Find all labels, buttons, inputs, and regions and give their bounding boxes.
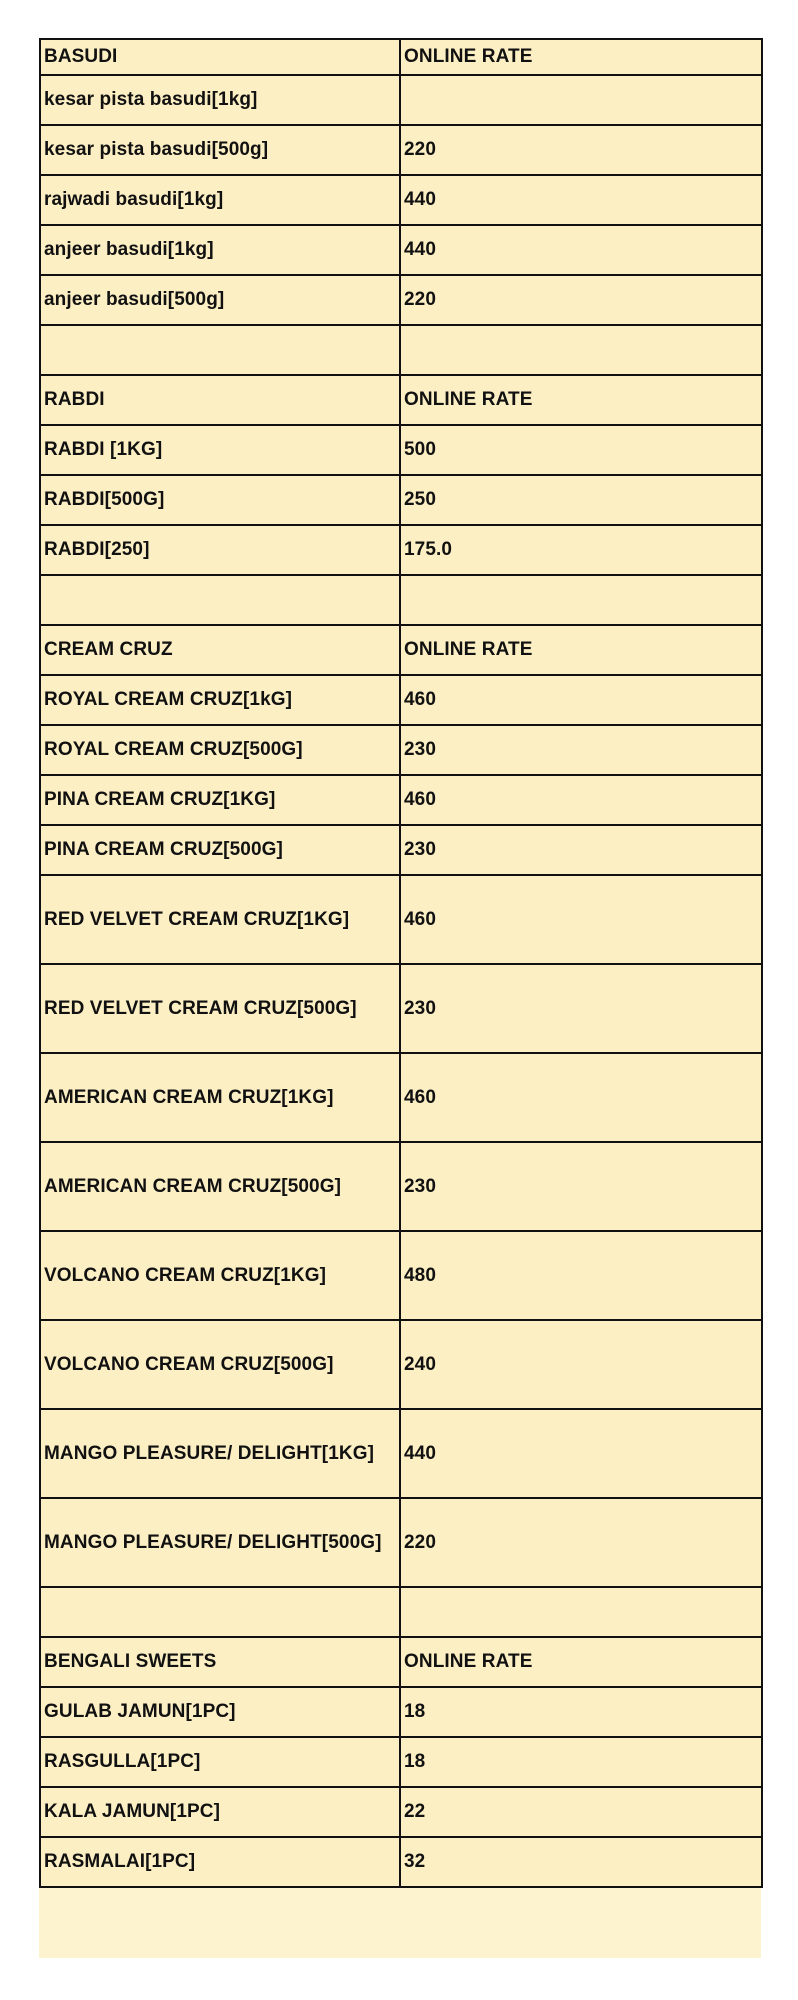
item-rate: 440 xyxy=(400,1409,762,1498)
item-name: PINA CREAM CRUZ[1KG] xyxy=(40,775,400,825)
item-name: KALA JAMUN[1PC] xyxy=(40,1787,400,1837)
empty-cell xyxy=(40,1587,400,1637)
table-row xyxy=(40,425,762,475)
rate-table xyxy=(39,38,763,1888)
item-rate: 220 xyxy=(400,275,762,325)
item-name: MANGO PLEASURE/ DELIGHT[1KG] xyxy=(40,1409,400,1498)
section-title: CREAM CRUZ xyxy=(40,625,400,675)
item-rate: 18 xyxy=(400,1737,762,1787)
item-name: anjeer basudi[500g] xyxy=(40,275,400,325)
item-name: RED VELVET CREAM CRUZ[1KG] xyxy=(40,875,400,964)
item-name: AMERICAN CREAM CRUZ[1KG] xyxy=(40,1053,400,1142)
item-rate: 32 xyxy=(400,1837,762,1887)
item-rate: 220 xyxy=(400,125,762,175)
table-row xyxy=(40,875,762,964)
table-row xyxy=(40,775,762,825)
item-name: ROYAL CREAM CRUZ[500G] xyxy=(40,725,400,775)
item-rate: 230 xyxy=(400,1142,762,1231)
item-name: GULAB JAMUN[1PC] xyxy=(40,1687,400,1737)
item-rate: 460 xyxy=(400,775,762,825)
item-rate: 460 xyxy=(400,875,762,964)
empty-cell xyxy=(400,575,762,625)
item-name: RABDI[250] xyxy=(40,525,400,575)
section-title: BENGALI SWEETS xyxy=(40,1637,400,1687)
item-name: kesar pista basudi[500g] xyxy=(40,125,400,175)
table-row xyxy=(40,1409,762,1498)
item-name: RABDI [1KG] xyxy=(40,425,400,475)
item-name: PINA CREAM CRUZ[500G] xyxy=(40,825,400,875)
item-rate: 440 xyxy=(400,175,762,225)
section-header-row xyxy=(40,1637,762,1687)
item-name: RASMALAI[1PC] xyxy=(40,1837,400,1887)
table-row xyxy=(40,175,762,225)
item-name: kesar pista basudi[1kg] xyxy=(40,75,400,125)
empty-cell xyxy=(400,1587,762,1637)
spacer-row xyxy=(40,575,762,625)
item-rate: 18 xyxy=(400,1687,762,1737)
item-rate: 480 xyxy=(400,1231,762,1320)
item-name: anjeer basudi[1kg] xyxy=(40,225,400,275)
section-header-row xyxy=(40,625,762,675)
item-rate: 240 xyxy=(400,1320,762,1409)
item-name: ROYAL CREAM CRUZ[1kG] xyxy=(40,675,400,725)
rate-column-header: ONLINE RATE xyxy=(400,1637,762,1687)
rate-column-header: ONLINE RATE xyxy=(400,39,762,75)
table-row xyxy=(40,1053,762,1142)
item-name: RASGULLA[1PC] xyxy=(40,1737,400,1787)
table-row xyxy=(40,1787,762,1837)
item-name: AMERICAN CREAM CRUZ[500G] xyxy=(40,1142,400,1231)
item-rate: 230 xyxy=(400,964,762,1053)
table-row xyxy=(40,1687,762,1737)
section-title: RABDI xyxy=(40,375,400,425)
item-name: RED VELVET CREAM CRUZ[500G] xyxy=(40,964,400,1053)
item-rate: 22 xyxy=(400,1787,762,1837)
item-rate: 230 xyxy=(400,725,762,775)
item-name: MANGO PLEASURE/ DELIGHT[500G] xyxy=(40,1498,400,1587)
table-row xyxy=(40,1142,762,1231)
table-row xyxy=(40,675,762,725)
item-rate: 500 xyxy=(400,425,762,475)
table-row xyxy=(40,275,762,325)
rate-column-header: ONLINE RATE xyxy=(400,375,762,425)
table-row xyxy=(40,225,762,275)
section-header-row xyxy=(40,39,762,75)
table-row xyxy=(40,475,762,525)
table-row xyxy=(40,825,762,875)
item-name: VOLCANO CREAM CRUZ[1KG] xyxy=(40,1231,400,1320)
table-row xyxy=(40,1737,762,1787)
empty-cell xyxy=(400,325,762,375)
table-row xyxy=(40,1320,762,1409)
item-rate: 460 xyxy=(400,1053,762,1142)
table-row xyxy=(40,964,762,1053)
item-name: RABDI[500G] xyxy=(40,475,400,525)
item-rate: 440 xyxy=(400,225,762,275)
section-title: BASUDI xyxy=(40,39,400,75)
table-row xyxy=(40,75,762,125)
item-rate: 220 xyxy=(400,1498,762,1587)
table-row xyxy=(40,1498,762,1587)
section-header-row xyxy=(40,375,762,425)
item-rate xyxy=(400,75,762,125)
table-row xyxy=(40,1837,762,1887)
empty-cell xyxy=(40,325,400,375)
table-row xyxy=(40,1231,762,1320)
empty-cell xyxy=(40,575,400,625)
table-row xyxy=(40,125,762,175)
table-row xyxy=(40,725,762,775)
spacer-row xyxy=(40,325,762,375)
item-name: rajwadi basudi[1kg] xyxy=(40,175,400,225)
item-name: VOLCANO CREAM CRUZ[500G] xyxy=(40,1320,400,1409)
item-rate: 250 xyxy=(400,475,762,525)
rate-column-header: ONLINE RATE xyxy=(400,625,762,675)
item-rate: 230 xyxy=(400,825,762,875)
item-rate: 175.0 xyxy=(400,525,762,575)
table-row xyxy=(40,525,762,575)
spacer-row xyxy=(40,1587,762,1637)
item-rate: 460 xyxy=(400,675,762,725)
